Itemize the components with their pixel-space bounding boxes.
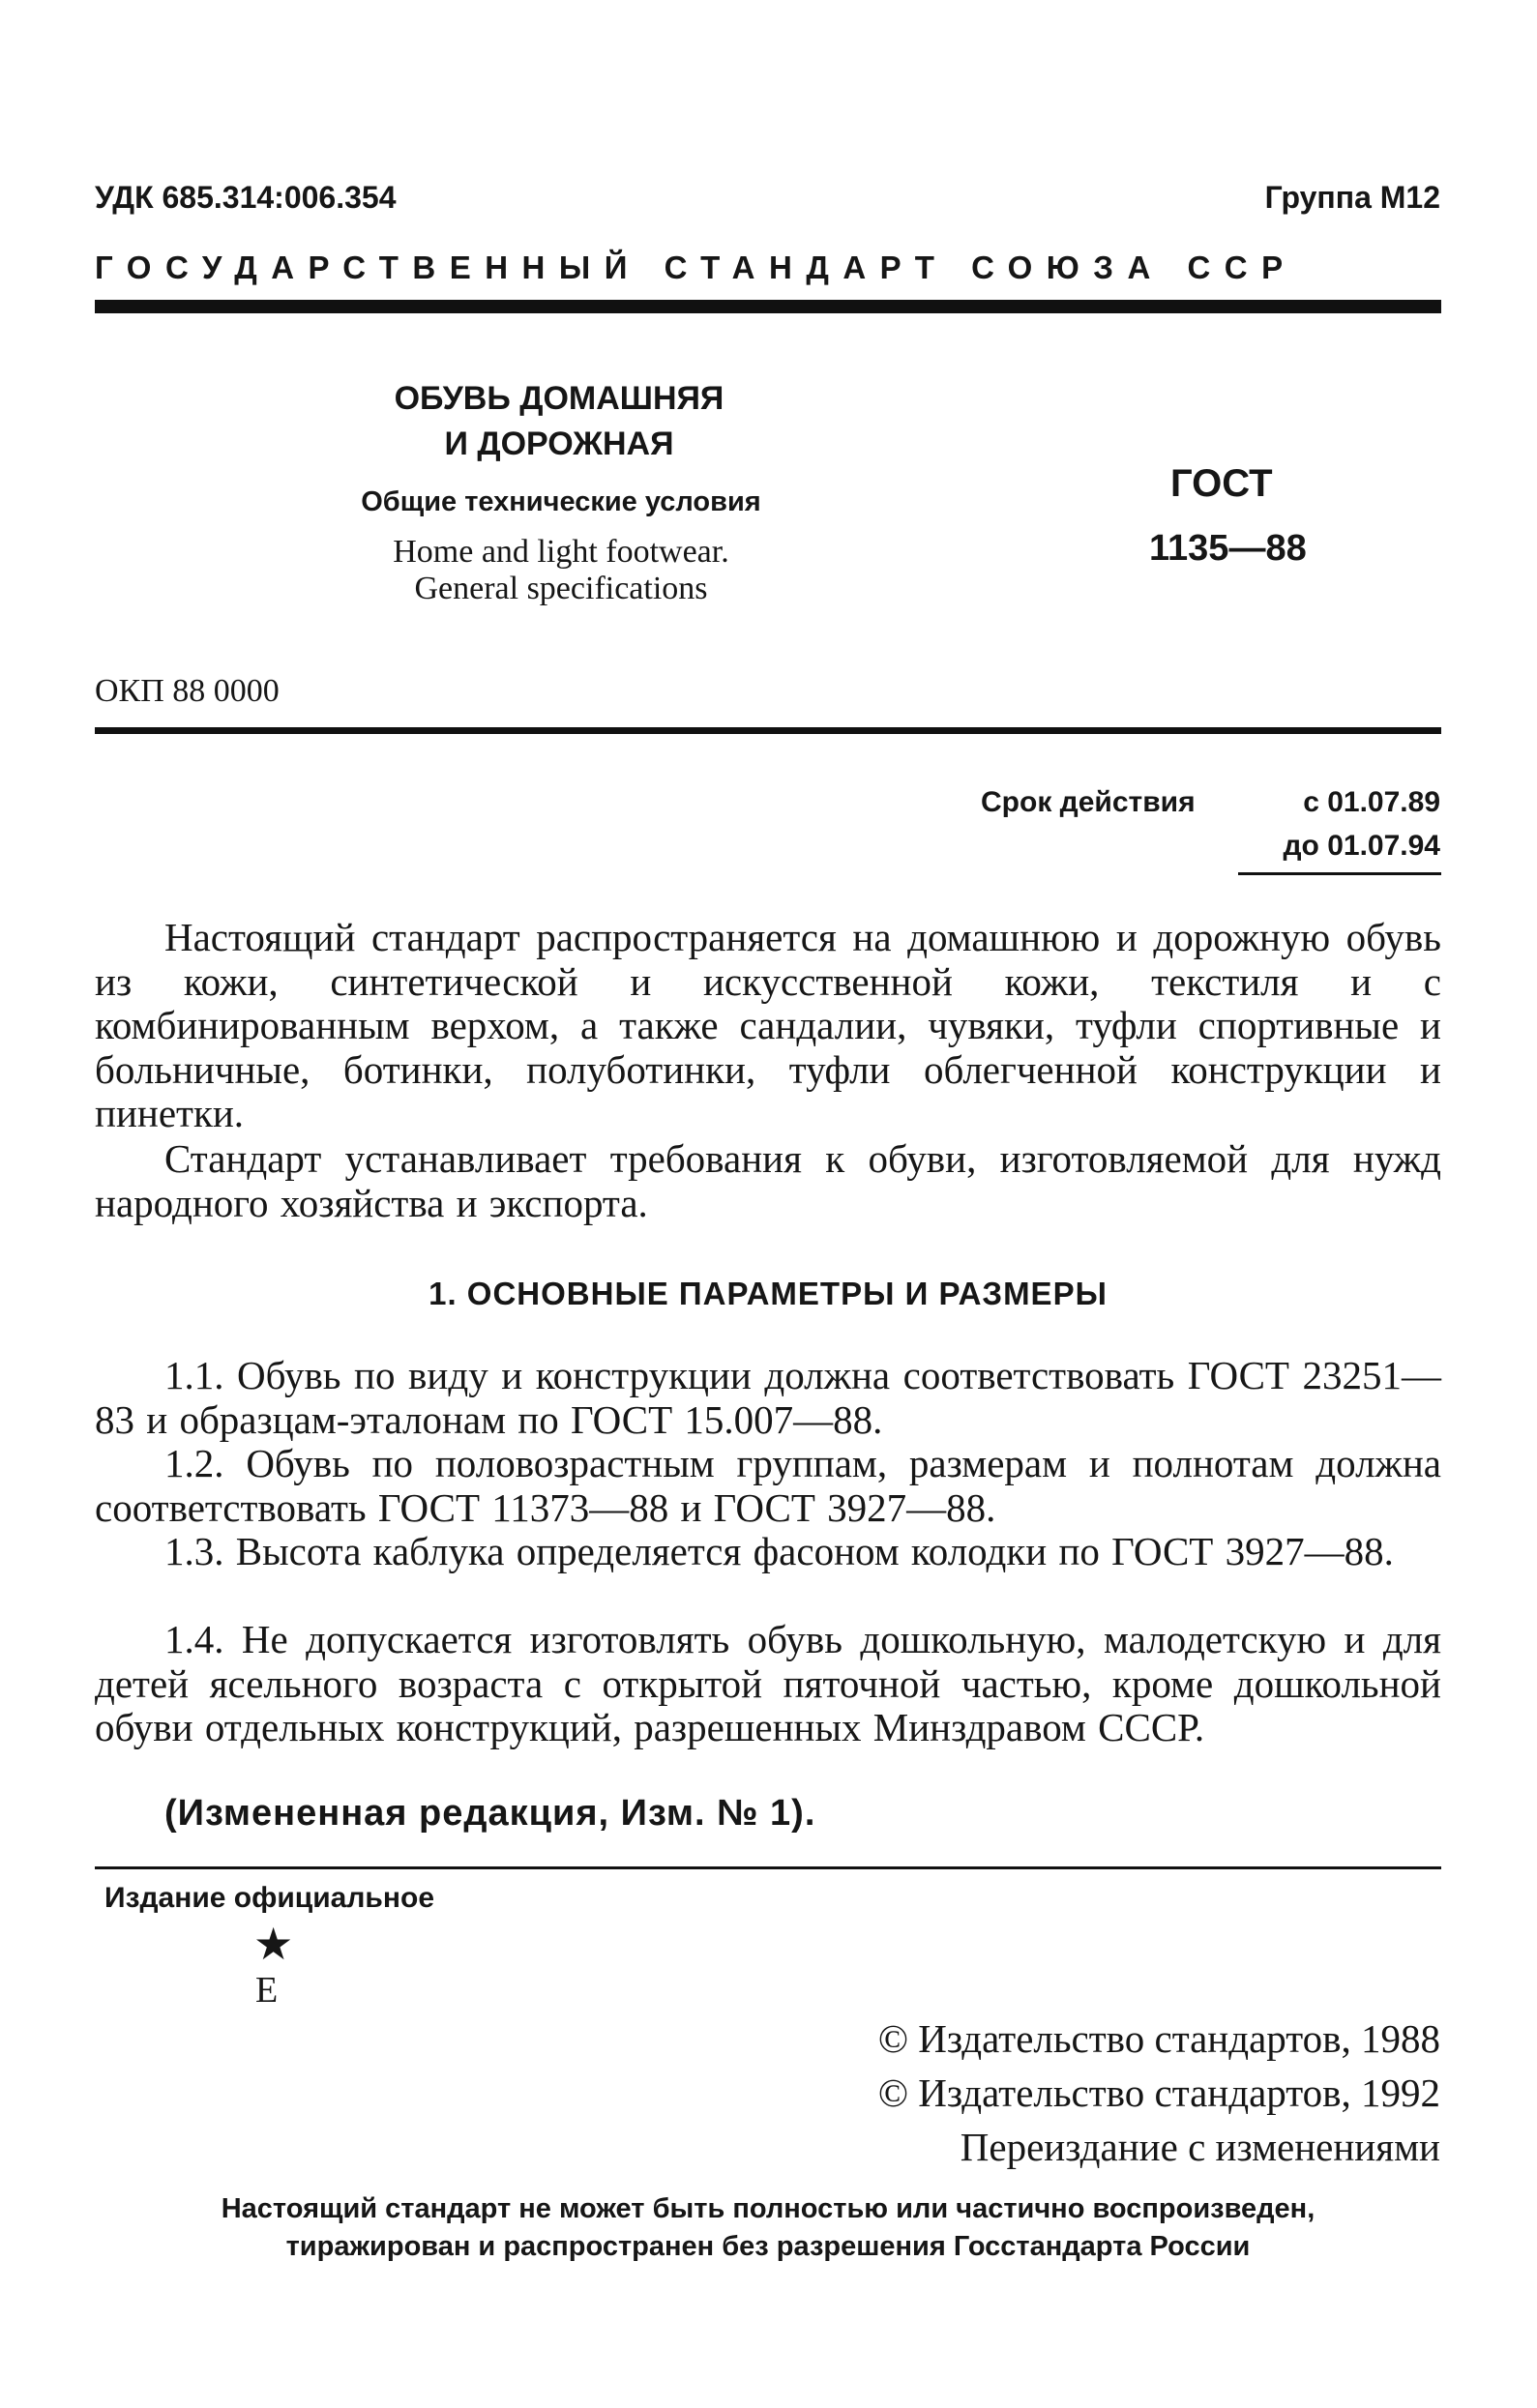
copyright-1992: © Издательство стандартов, 1992 bbox=[877, 2070, 1440, 2115]
validity-label: Срок действия bbox=[981, 786, 1196, 818]
state-standard-heading: ГОСУДАРСТВЕННЫЙ СТАНДАРТ СОЮЗА ССР bbox=[95, 250, 1297, 285]
intro-paragraph-purpose: Стандарт устанавливает требования к обуви, изготовляемой для нужд народного хозяйства и экспорта. bbox=[95, 1136, 1441, 1225]
section-heading: 1. ОСНОВНЫЕ ПАРАМЕТРЫ И РАЗМЕРЫ bbox=[429, 1276, 1108, 1311]
english-title-line1: Home and light footwear. bbox=[393, 534, 729, 570]
document-title-line2: И ДОРОЖНАЯ bbox=[444, 426, 674, 462]
reproduction-notice-line2: тиражирован и распространен без разрешения Госстандарта России bbox=[285, 2231, 1251, 2262]
validity-from-date: с 01.07.89 bbox=[1303, 786, 1440, 818]
okp-code: ОКП 88 0000 bbox=[95, 673, 280, 709]
reproduction-notice-line1: Настоящий стандарт не может быть полностью или частично воспроизведен, bbox=[221, 2193, 1315, 2224]
gost-number: 1135—88 bbox=[1149, 528, 1307, 569]
title-divider bbox=[95, 727, 1441, 734]
clause-1-2: 1.2. Обувь по половозрастным группам, размерам и полнотам должна соответствовать ГОСТ 11373—88 и ГОСТ 3927—88. bbox=[95, 1441, 1441, 1530]
english-title-line2: General specifications bbox=[414, 571, 708, 606]
star-icon: ★ bbox=[253, 1920, 294, 1969]
amendment-note: (Измененная редакция, Изм. № 1). bbox=[164, 1793, 816, 1834]
clause-1-3: 1.3. Высота каблука определяется фасоном колодки по ГОСТ 3927—88. bbox=[164, 1529, 1394, 1573]
intro-paragraph-scope: Настоящий стандарт распространяется на домашнюю и дорожную обувь из кожи, синтетической и искусственной кожи, текстиля и с комбинированным верхом, а также сандалии, чувяки, туфли спортивные и больничные, ботинки, полуботинки, туфли облегченной конструкции и пинетки. bbox=[95, 915, 1441, 1135]
gost-label: ГОСТ bbox=[1170, 462, 1273, 505]
udk-code: УДК 685.314:006.354 bbox=[95, 180, 397, 215]
copyright-1988: © Издательство стандартов, 1988 bbox=[877, 2016, 1440, 2061]
validity-underline bbox=[1238, 872, 1441, 875]
clause-1-4: 1.4. Не допускается изготовлять обувь дошкольную, малодетскую и для детей ясельного возраста с открытой пяточной частью, кроме дошкольной обуви отдельных конструкций, разрешенных Минздравом СССР. bbox=[95, 1617, 1441, 1749]
group-code: Группа М12 bbox=[1264, 180, 1440, 215]
document-title-line1: ОБУВЬ ДОМАШНЯЯ bbox=[394, 380, 724, 417]
header-divider bbox=[95, 300, 1441, 313]
edition-letter: Е bbox=[255, 1970, 279, 2011]
official-edition-label: Издание официальное bbox=[104, 1882, 435, 1914]
reissue-note: Переиздание с изменениями bbox=[960, 2125, 1440, 2169]
footer-divider bbox=[95, 1866, 1441, 1869]
document-subtitle: Общие технические условия bbox=[361, 486, 761, 517]
clause-1-1: 1.1. Обувь по виду и конструкции должна соответствовать ГОСТ 23251—83 и образцам-эталонам по ГОСТ 15.007—88. bbox=[95, 1353, 1441, 1442]
validity-to-date: до 01.07.94 bbox=[1283, 830, 1440, 862]
